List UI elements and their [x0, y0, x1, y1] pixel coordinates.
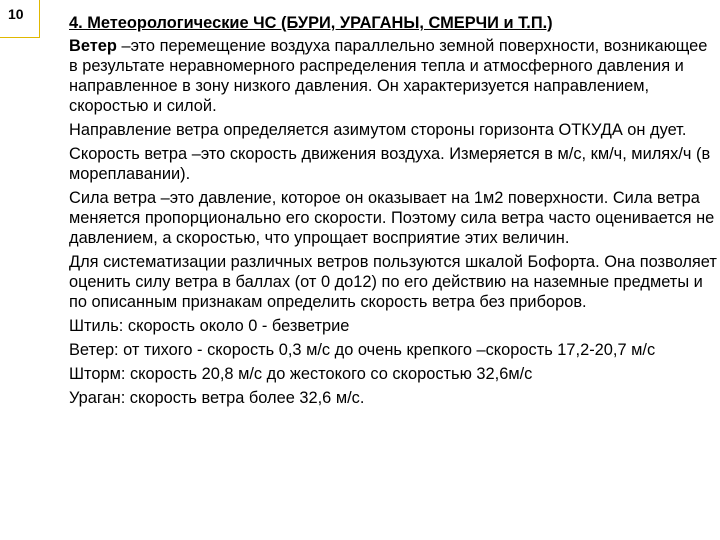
wind-definition-text: –это перемещение воздуха параллельно земной поверхности, возникающее в результате неравномерного распределения тепла и атмосферного давления и направленное в зону низкого давления. Он характеризуется направлением, скоростью и силой. — [69, 37, 708, 115]
paragraph-wind-speed: Скорость ветра –это скорость движения воздуха. Измеряется в м/с, км/ч, милях/ч (в мореплавании). — [69, 145, 711, 183]
paragraph-wind-force: Сила ветра –это давление, которое он оказывает на 1м2 поверхности. Сила ветра меняется пропорционально его скорости. Поэтому сила ветра часто оценивается не давлением, а скоростью, что упрощает восприятие этих величин. — [69, 189, 715, 247]
paragraph-hurricane: Ураган: скорость ветра более 32,6 м/с. — [69, 389, 365, 407]
paragraph-calm: Штиль: скорость около 0 - безветрие — [69, 317, 350, 335]
paragraph-wind-definition — [69, 36, 717, 116]
paragraph-storm: Шторм: скорость 20,8 м/с до жестокого со скоростью 32,6м/с — [69, 365, 533, 383]
slide-content — [69, 13, 717, 412]
page-number: 10 — [8, 6, 24, 22]
paragraph-wind-range: Ветер: от тихого - скорость 0,3 м/с до очень крепкого –скорость 17,2-20,7 м/с — [69, 341, 656, 359]
paragraph-beaufort-scale: Для систематизации различных ветров пользуются шкалой Бофорта. Она позволяет оценить силу ветра в баллах (от 0 до12) по его действию на наземные предметы и по описанным признакам определить скорость ветра без приборов. — [69, 253, 717, 311]
slide-heading: 4. Метеорологические ЧС (БУРИ, УРАГАНЫ, СМЕРЧИ и Т.П.) — [69, 14, 553, 32]
page-number-box — [0, 0, 40, 38]
paragraph-wind-direction: Направление ветра определяется азимутом стороны горизонта ОТКУДА он дует. — [69, 121, 687, 139]
wind-term: Ветер — [69, 37, 117, 55]
